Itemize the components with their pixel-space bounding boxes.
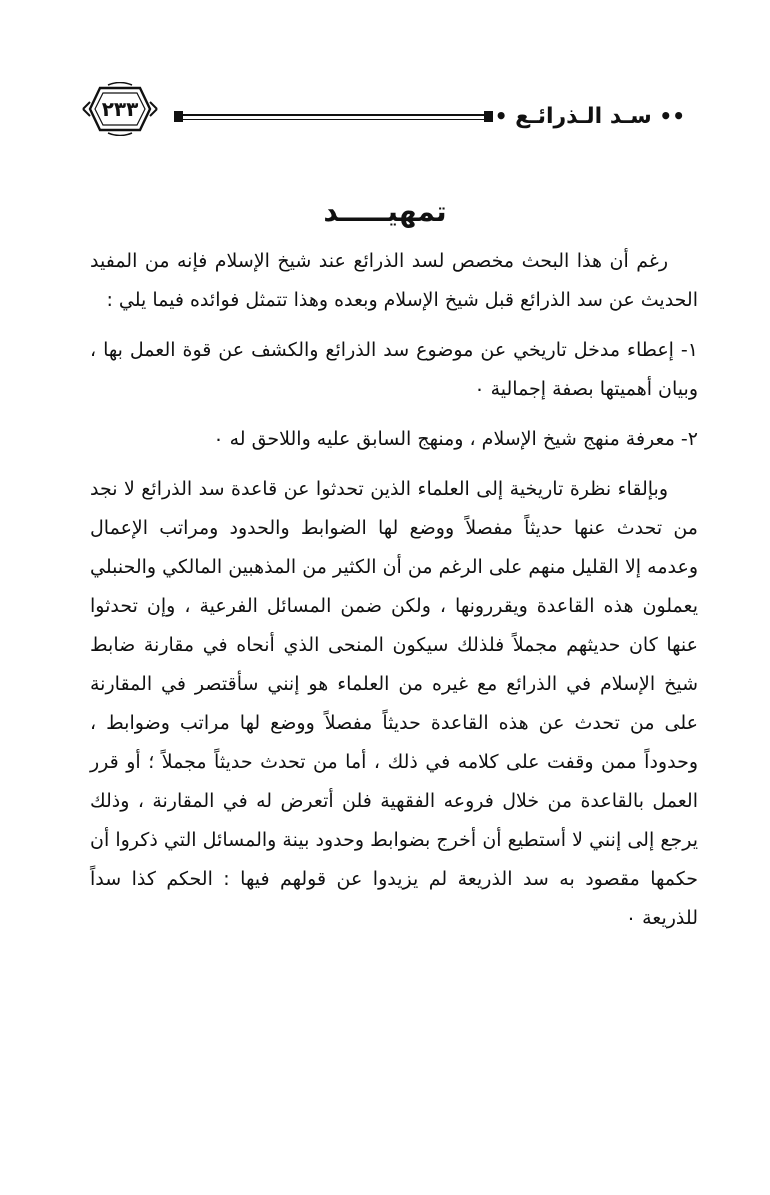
ornament-dots: •• [659,104,685,128]
list-item-2: ٢- معرفة منهج شيخ الإسلام ، ومنهج السابق عليه واللاحق له ٠ [213,428,698,450]
running-title [481,96,685,136]
header-rule [178,114,488,116]
header-rule-thin [178,119,488,120]
list-item-1: ١- إعطاء مدخل تاريخي عن موضوع سد الذرائع والكشف عن قوة العمل بها ، وبيان أهميتها بصفة إجمالية ٠ [90,339,698,400]
section-heading: تمهيـــــد [323,195,447,228]
running-title-text: سـد الـذرائـع [515,104,652,129]
paragraph-intro: رغم أن هذا البحث مخصص لسد الذرائع عند شيخ الإسلام فإنه من المفيد الحديث عن سد الذرائع قبل شيخ الإسلام وبعده وهذا تتمثل فوائده فيما يلي : [90,250,698,311]
paragraph-main: وبإلقاء نظرة تاريخية إلى العلماء الذين تحدثوا عن قاعدة سد الذرائع لا نجد من تحدث عنها حديثاً مفصلاً ووضع لها الضوابط والحدود ومراتب الإعمال وعدمه إلا القليل منهم على الرغم من أن الكثير من المذهبين المالكي والحنبلي يعملون هذه القاعدة ويقررونها ، ولكن ضمن المسائل الفرعية ، وإن تحدثوا عنها كان حديثهم مجملاً فلذلك سيكون المنحى الذي أنحاه في مقارنة ضابط شيخ الإسلام في الذرائع مع غيره من العلماء هو إنني سأقتصر في المقارنة على من تحدث عن هذه القاعدة حديثاً مفصلاً ووضع لها مراتب وضوابط ، وحدوداً ممن وقفت على كلامه في ذلك ، أما من تحدث حديثاً مجملاً ؛ أو قرر العمل بالقاعدة من خلال فروعه الفقهية فلن أتعرض له في المقارنة ، وذلك يرجع إلى إنني لا أستطيع أن أخرج بضوابط وحدود بينة والمسائل التي ذكروا أن حكمها مقصود به سد الذريعة لم يزيدوا عن قولهم فيها : الحكم كذا سداً للذريعة ٠ [90,478,698,929]
body-text [90,242,698,949]
page-number: ٢٣٣ [101,97,139,121]
running-header [80,82,685,142]
rule-end-block [174,111,183,122]
ornament-dots: •• [481,104,508,128]
